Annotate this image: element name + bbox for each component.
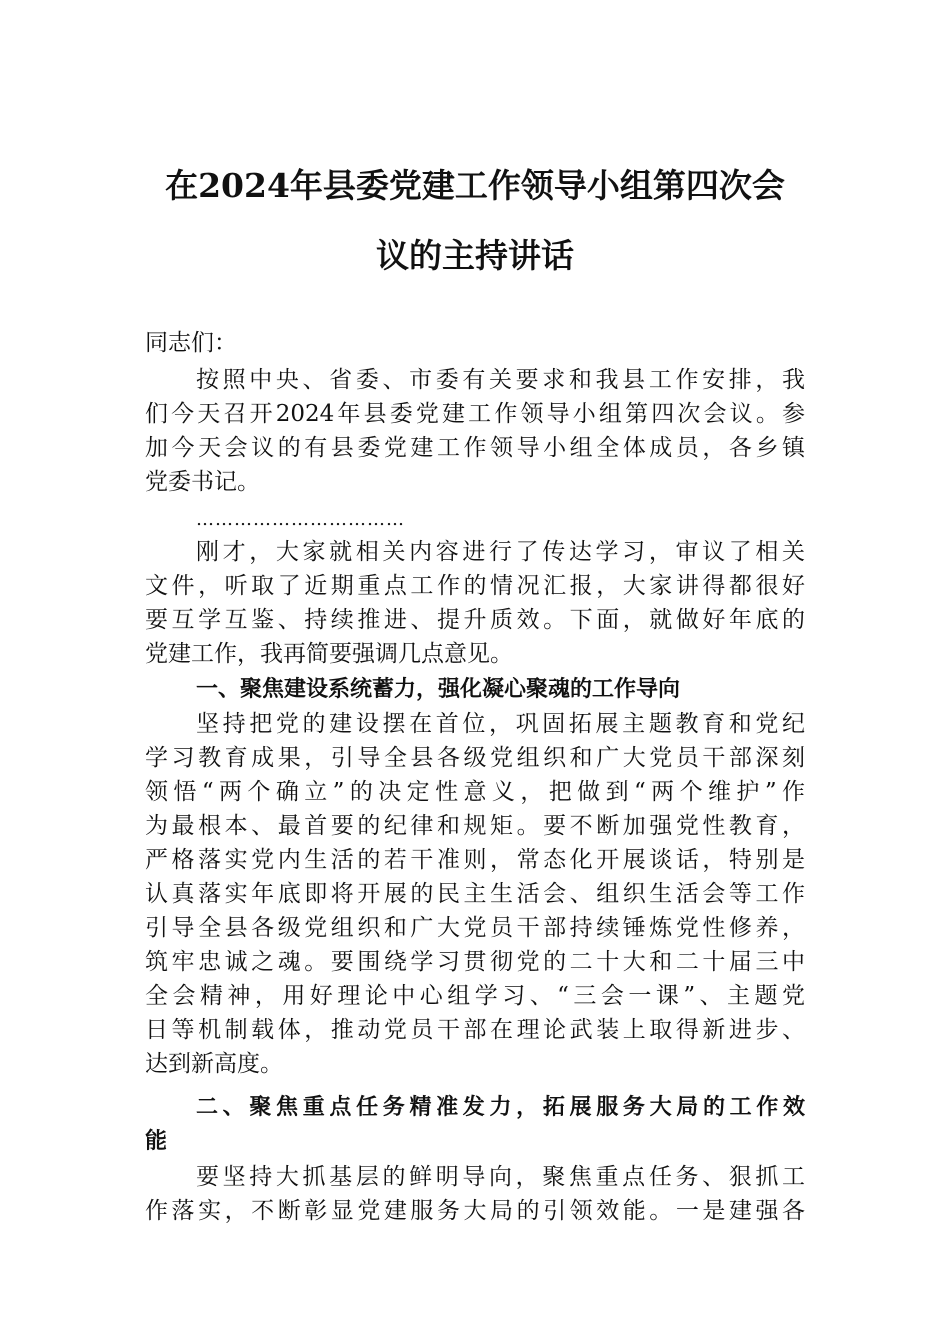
section-heading-2-continued: 能 <box>145 1129 168 1154</box>
paragraph-line: 全会精神，用好理论中心组学习、“三会一课”、主题党 <box>145 983 805 1009</box>
paragraph-line: 加今天会议的有县委党建工作领导小组全体成员，各乡镇 <box>145 435 805 461</box>
document-title-line-1: 在2024年县委党建工作领导小组第四次会 <box>165 166 785 205</box>
section-heading-2: 二、聚焦重点任务精准发力，拓展服务大局的工作效 <box>196 1095 805 1120</box>
paragraph-line: 要互学互鉴、持续推进、提升质效。下面，就做好年底的 <box>145 607 805 633</box>
paragraph-line: 筑牢忠诚之魂。要围绕学习贯彻党的二十大和二十届三中 <box>145 949 805 975</box>
paragraph-line: 刚才，大家就相关内容进行了传达学习，审议了相关 <box>196 539 805 565</box>
paragraph-line: 认真落实年底即将开展的民主生活会、组织生活会等工作 <box>145 881 805 907</box>
paragraph-line: 们今天召开2024年县委党建工作领导小组第四次会议。参 <box>145 401 805 427</box>
paragraph-line: 要坚持大抓基层的鲜明导向，聚焦重点任务、狠抓工 <box>196 1164 805 1190</box>
paragraph-line: 作落实，不断彰显党建服务大局的引领效能。一是建强各 <box>145 1198 805 1224</box>
salutation: 同志们： <box>145 330 237 356</box>
paragraph-line: 按照中央、省委、市委有关要求和我县工作安排，我 <box>196 367 805 393</box>
paragraph-line: 严格落实党内生活的若干准则，常态化开展谈话，特别是 <box>145 847 805 873</box>
paragraph-line: 党委书记。 <box>145 469 260 495</box>
section-heading-1: 一、聚焦建设系统蓄力，强化凝心聚魂的工作导向 <box>196 677 681 702</box>
paragraph-line: 学习教育成果，引导全县各级党组织和广大党员干部深刻 <box>145 745 805 771</box>
paragraph-line: 为最根本、最首要的纪律和规矩。要不断加强党性教育， <box>145 813 805 839</box>
paragraph-line: 党建工作，我再简要强调几点意见。 <box>145 641 513 667</box>
paragraph-line: 引导全县各级党组织和广大党员干部持续锤炼党性修养， <box>145 915 805 941</box>
document-title-line-2: 议的主持讲话 <box>376 236 574 275</box>
paragraph-line: 文件，听取了近期重点工作的情况汇报，大家讲得都很好 <box>145 573 805 599</box>
paragraph-line: 坚持把党的建设摆在首位，巩固拓展主题教育和党纪 <box>196 711 805 737</box>
paragraph-line: 达到新高度。 <box>145 1051 283 1077</box>
ellipsis-separator: …………………………… <box>196 509 405 530</box>
paragraph-line: 领悟“两个确立”的决定性意义，把做到“两个维护”作 <box>145 779 805 805</box>
paragraph-line: 日等机制载体，推动党员干部在理论武装上取得新进步、 <box>145 1017 805 1043</box>
